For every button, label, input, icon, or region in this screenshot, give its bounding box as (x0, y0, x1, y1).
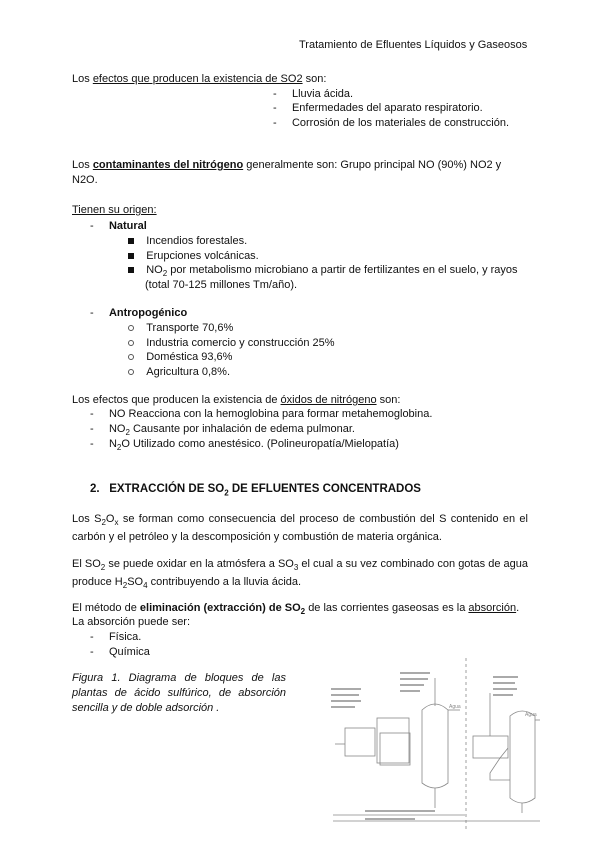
list-item: - $NO_2$ Causante por inhalación de edema pulmonar. (90, 423, 355, 438)
circle-bullet-icon (128, 369, 134, 375)
paragraph-so2-oxidation: El $SO_2$ se puede oxidar en la atmósfera a $SO_3$ el cual a su vez combinado con gotas de agua produce $H_2SO_4$ contribuyendo a la lluvia ácida. (72, 558, 528, 591)
diagram-block (377, 718, 409, 763)
list-item: - $N_2O$ Utilizado como anestésico. (Polineuropatía/Mielopatía) (90, 438, 399, 453)
nox-effects-intro: Los efectos que producen la existencia de óxidos de nitrógeno son: (72, 394, 401, 406)
paragraph-absorption: El método de eliminación (extracción) de $SO_2$ de las corrientes gaseosas es la absorción. (72, 602, 520, 617)
list-item: - NO Reacciona con la hemoglobina para formar metahemoglobina. (90, 408, 433, 420)
square-bullet-icon (128, 253, 134, 259)
water-label: Agua (449, 704, 461, 710)
list-item: Doméstica 93,6% (128, 350, 232, 364)
section-heading: 2. EXTRACCIÓN DE $SO_2$ DE EFLUENTES CONCENTRADOS (90, 483, 421, 498)
nitrogen-paragraph: Los contaminantes del nitrógeno generalmente son: Grupo principal NO (90%) NO2 y N2O. (72, 159, 502, 186)
list-item: $NO_2$ por metabolismo microbiano a partir de fertilizantes en el suelo, y rayos (128, 263, 518, 281)
list-item: Incendios forestales. (128, 234, 247, 248)
circle-bullet-icon (128, 325, 134, 331)
list-item: - Química (90, 646, 150, 658)
square-bullet-icon (128, 267, 134, 273)
list-item: - Física. (90, 631, 142, 643)
absorption-tower (422, 704, 448, 788)
list-item: - Corrosión de los materiales de construcción. (273, 117, 509, 129)
origin-title: Tienen su origen: (72, 204, 157, 216)
absorption-tower (510, 711, 535, 803)
anthropogenic-heading: - Antropogénico (90, 307, 188, 319)
process-block-diagram (325, 658, 540, 830)
circle-bullet-icon (128, 340, 134, 346)
list-item: Erupciones volcánicas. (128, 249, 259, 263)
list-item: Industria comercio y construcción 25% (128, 336, 335, 350)
circle-bullet-icon (128, 354, 134, 360)
square-bullet-icon (128, 238, 134, 244)
list-item-continued: (total 70-125 millones Tm/año). (145, 279, 298, 291)
absorption-types-intro: La absorción puede ser: (72, 616, 191, 628)
figure-caption: Figura 1. Diagrama de bloques de las plantas de ácido sulfúrico, de absorción sencilla y de doble adsorción . (72, 672, 286, 714)
page-header: Tratamiento de Efluentes Líquidos y Gaseosos (299, 39, 528, 51)
diagram-block (345, 728, 375, 756)
list-item: Agricultura 0,8%. (128, 365, 230, 379)
paragraph-sox: Los $S_2O_x$ se forman como consecuencia del proceso de combustión del S contenido en el carbón y el petróleo y la descomposición y combustión de materia orgánica. (72, 513, 528, 544)
water-label: Agua (525, 712, 537, 718)
so2-effects-intro: Los efectos que producen la existencia de SO2 son: (72, 73, 327, 85)
natural-heading: - Natural (90, 220, 147, 232)
diagram-block (380, 733, 410, 765)
list-item: - Enfermedades del aparato respiratorio. (273, 102, 483, 114)
list-item: Transporte 70,6% (128, 321, 233, 335)
list-item: - Lluvia ácida. (273, 88, 354, 100)
